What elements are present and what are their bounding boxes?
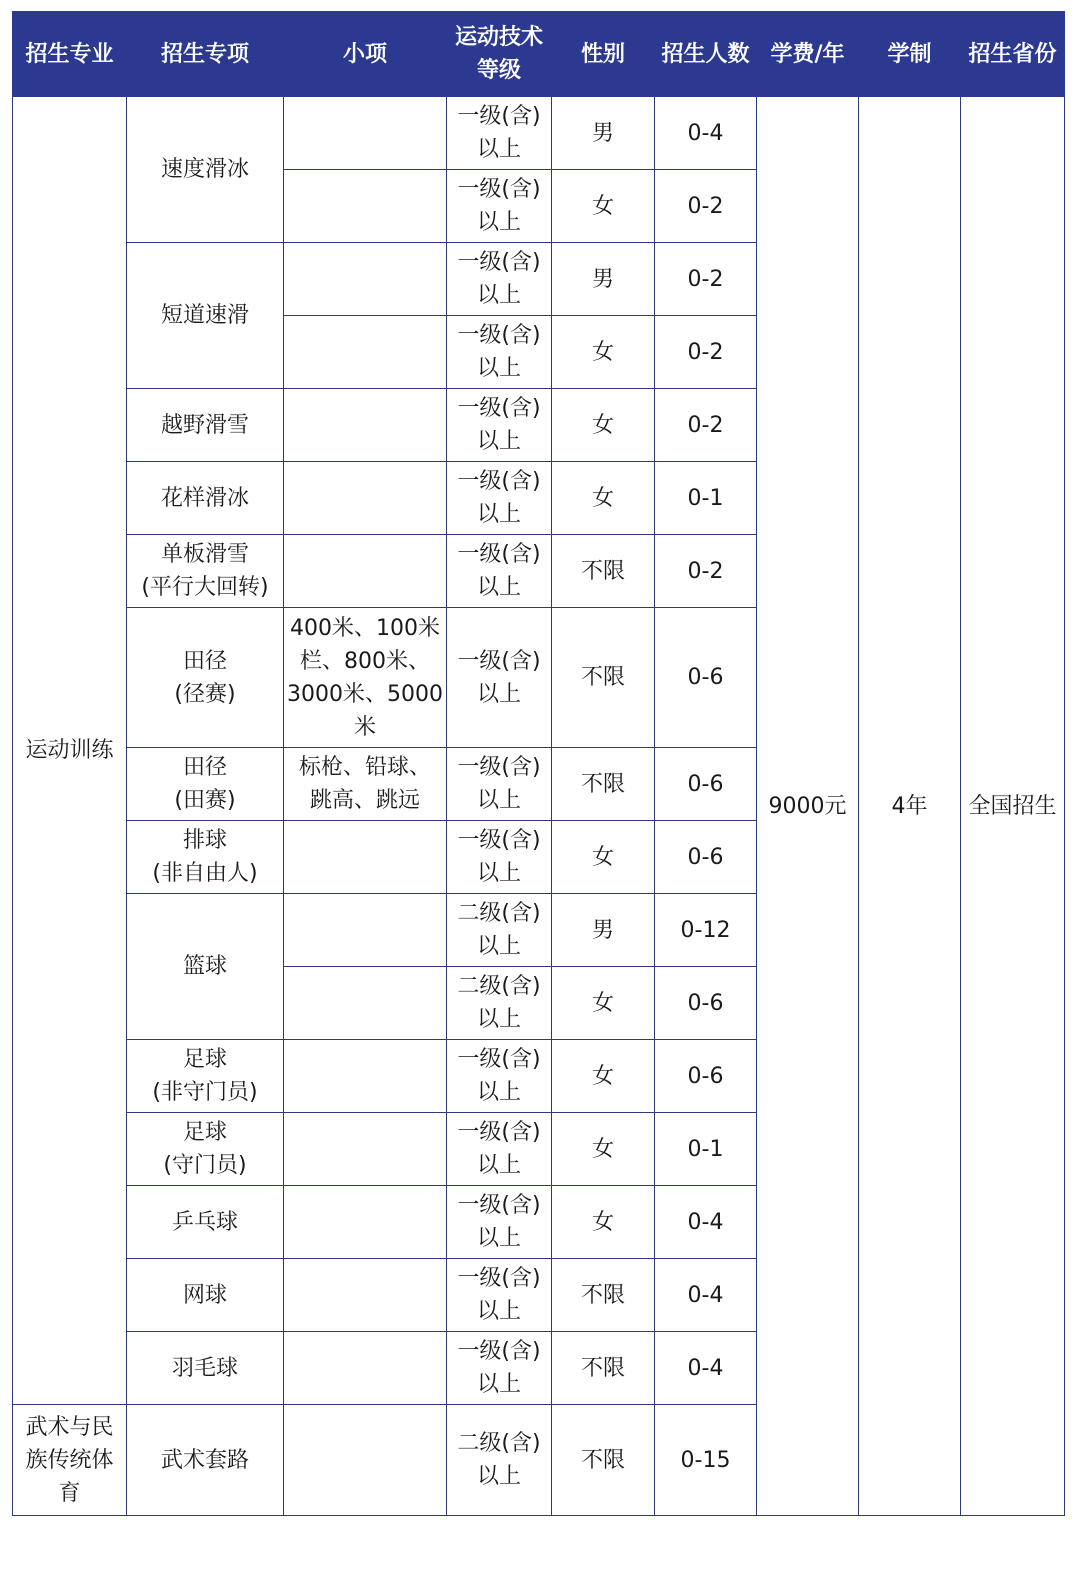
count-cell: 0-4	[655, 1332, 757, 1405]
specialty-cell: 速度滑冰	[127, 97, 284, 243]
gender-cell: 不限	[552, 535, 655, 608]
event-cell	[284, 170, 447, 243]
duration-cell: 4年	[859, 97, 961, 1516]
level-cell: 一级(含) 以上	[447, 1259, 552, 1332]
header-specialty: 招生专项	[127, 12, 284, 97]
level-cell: 一级(含) 以上	[447, 1186, 552, 1259]
gender-cell: 男	[552, 97, 655, 170]
specialty-cell: 足球 (非守门员)	[127, 1040, 284, 1113]
event-cell	[284, 821, 447, 894]
count-cell: 0-6	[655, 967, 757, 1040]
event-cell	[284, 967, 447, 1040]
event-cell	[284, 462, 447, 535]
level-cell: 一级(含) 以上	[447, 1113, 552, 1186]
event-cell	[284, 97, 447, 170]
level-cell: 一级(含) 以上	[447, 97, 552, 170]
gender-cell: 女	[552, 1040, 655, 1113]
header-major: 招生专业	[13, 12, 127, 97]
event-cell	[284, 389, 447, 462]
count-cell: 0-6	[655, 821, 757, 894]
table-row	[13, 97, 1065, 170]
header-provinces: 招生省份	[961, 12, 1065, 97]
gender-cell: 女	[552, 316, 655, 389]
event-cell	[284, 316, 447, 389]
specialty-cell: 短道速滑	[127, 243, 284, 389]
level-cell: 一级(含) 以上	[447, 389, 552, 462]
header-level	[447, 12, 552, 97]
event-cell	[284, 1332, 447, 1405]
event-cell	[284, 1259, 447, 1332]
event-cell	[284, 535, 447, 608]
level-cell: 二级(含) 以上	[447, 894, 552, 967]
header-event: 小项	[284, 12, 447, 97]
specialty-cell: 越野滑雪	[127, 389, 284, 462]
header-level-line: 等级	[476, 58, 521, 83]
specialty-cell: 乒乓球	[127, 1186, 284, 1259]
count-cell: 0-1	[655, 1113, 757, 1186]
header-gender: 性别	[552, 12, 655, 97]
header-duration: 学制	[859, 12, 961, 97]
count-cell: 0-2	[655, 243, 757, 316]
count-cell: 0-15	[655, 1405, 757, 1516]
specialty-cell: 单板滑雪 (平行大回转)	[127, 535, 284, 608]
level-cell: 一级(含) 以上	[447, 608, 552, 748]
event-cell	[284, 894, 447, 967]
level-cell: 一级(含) 以上	[447, 243, 552, 316]
header-level-line: 运动技术	[454, 25, 543, 50]
level-cell: 一级(含) 以上	[447, 316, 552, 389]
gender-cell: 男	[552, 894, 655, 967]
count-cell: 0-4	[655, 1186, 757, 1259]
gender-cell: 女	[552, 170, 655, 243]
gender-cell: 女	[552, 1186, 655, 1259]
gender-cell: 女	[552, 967, 655, 1040]
level-cell: 一级(含) 以上	[447, 1040, 552, 1113]
count-cell: 0-6	[655, 748, 757, 821]
gender-cell: 女	[552, 462, 655, 535]
major-cell: 武术与民 族传统体 育	[13, 1405, 127, 1516]
gender-cell: 不限	[552, 1332, 655, 1405]
event-cell	[284, 1040, 447, 1113]
gender-cell: 不限	[552, 608, 655, 748]
level-cell: 一级(含) 以上	[447, 535, 552, 608]
event-cell: 标枪、铅球、 跳高、跳远	[284, 748, 447, 821]
level-cell: 二级(含) 以上	[447, 1405, 552, 1516]
count-cell: 0-1	[655, 462, 757, 535]
specialty-cell: 网球	[127, 1259, 284, 1332]
level-cell: 一级(含) 以上	[447, 170, 552, 243]
count-cell: 0-2	[655, 316, 757, 389]
count-cell: 0-2	[655, 389, 757, 462]
event-cell	[284, 1113, 447, 1186]
specialty-cell: 羽毛球	[127, 1332, 284, 1405]
specialty-cell: 田径 (田赛)	[127, 748, 284, 821]
count-cell: 0-2	[655, 535, 757, 608]
admissions-table	[12, 11, 1065, 1516]
level-cell: 一级(含) 以上	[447, 821, 552, 894]
event-cell	[284, 1405, 447, 1516]
count-cell: 0-12	[655, 894, 757, 967]
gender-cell: 女	[552, 1113, 655, 1186]
count-cell: 0-4	[655, 97, 757, 170]
level-cell: 一级(含) 以上	[447, 748, 552, 821]
major-cell: 运动训练	[13, 97, 127, 1405]
gender-cell: 女	[552, 821, 655, 894]
gender-cell: 男	[552, 243, 655, 316]
specialty-cell: 田径 (径赛)	[127, 608, 284, 748]
specialty-cell: 排球 (非自由人)	[127, 821, 284, 894]
count-cell: 0-6	[655, 1040, 757, 1113]
gender-cell: 不限	[552, 748, 655, 821]
provinces-cell: 全国招生	[961, 97, 1065, 1516]
count-cell: 0-6	[655, 608, 757, 748]
level-cell: 一级(含) 以上	[447, 462, 552, 535]
specialty-cell: 武术套路	[127, 1405, 284, 1516]
header-tuition: 学费/年	[757, 12, 859, 97]
table-body	[13, 97, 1065, 1516]
tuition-cell: 9000元	[757, 97, 859, 1516]
specialty-cell: 篮球	[127, 894, 284, 1040]
admissions-table-container	[12, 11, 1064, 1516]
event-cell: 400米、100米 栏、800米、 3000米、5000 米	[284, 608, 447, 748]
gender-cell: 不限	[552, 1405, 655, 1516]
specialty-cell: 足球 (守门员)	[127, 1113, 284, 1186]
table-header	[13, 12, 1065, 97]
specialty-cell: 花样滑冰	[127, 462, 284, 535]
gender-cell: 不限	[552, 1259, 655, 1332]
level-cell: 一级(含) 以上	[447, 1332, 552, 1405]
gender-cell: 女	[552, 389, 655, 462]
count-cell: 0-4	[655, 1259, 757, 1332]
event-cell	[284, 243, 447, 316]
level-cell: 二级(含) 以上	[447, 967, 552, 1040]
header-count: 招生人数	[655, 12, 757, 97]
count-cell: 0-2	[655, 170, 757, 243]
event-cell	[284, 1186, 447, 1259]
